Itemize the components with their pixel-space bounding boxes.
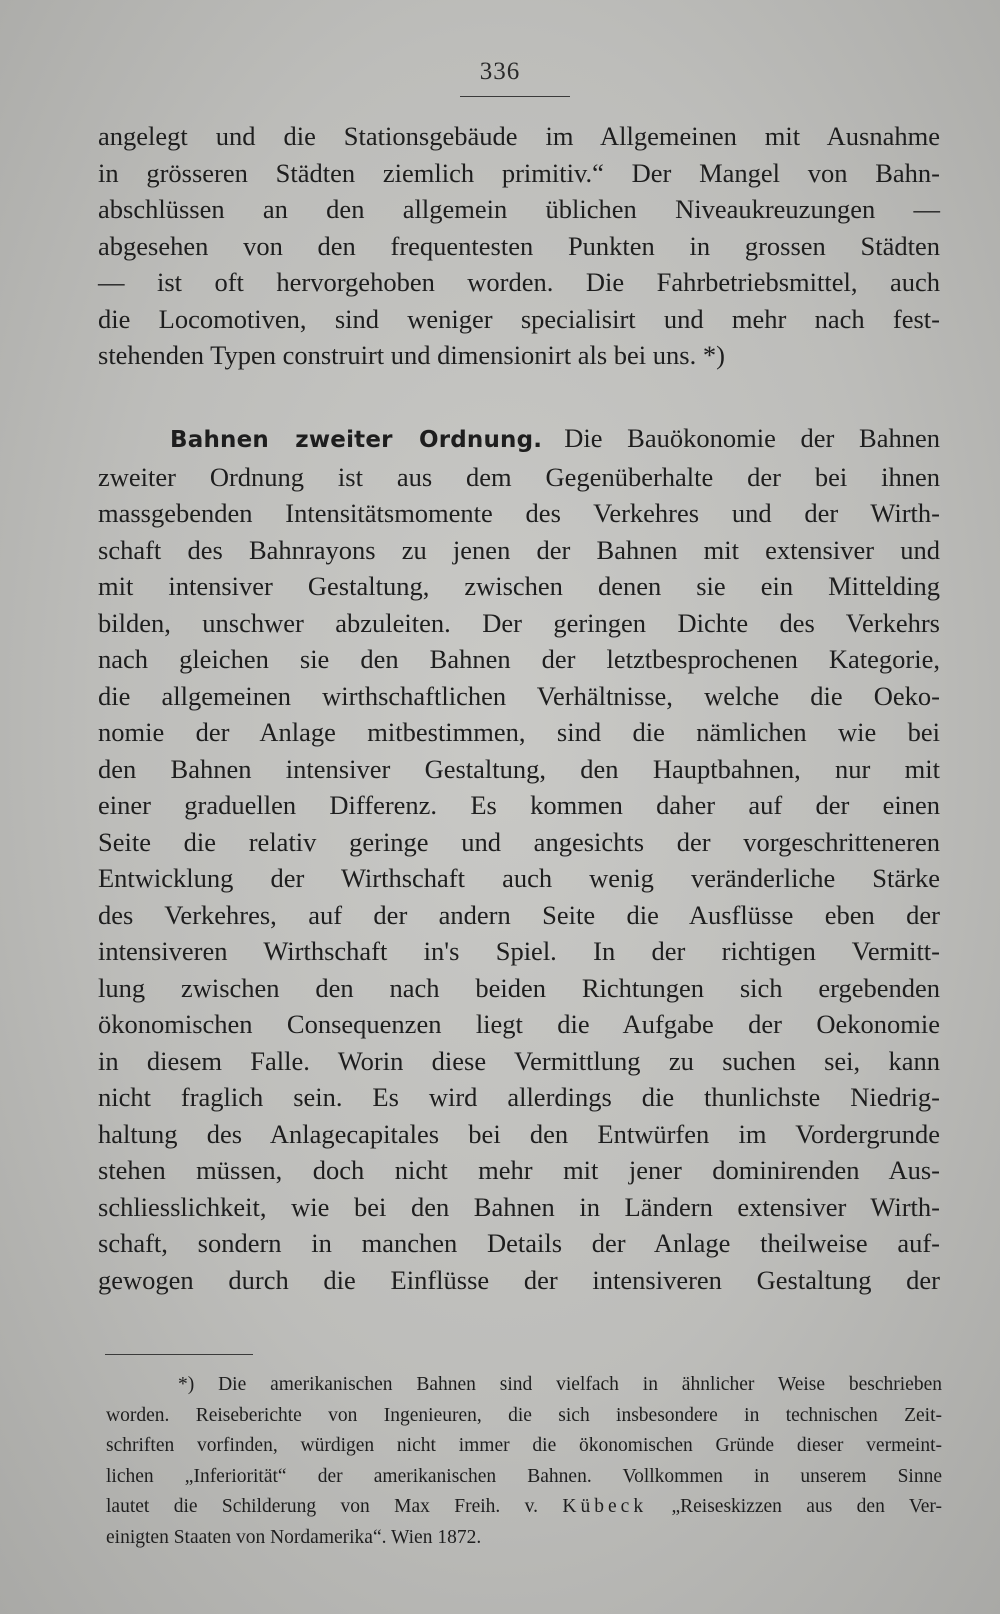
- text-line: Entwicklung der Wirthschaft auch wenig veränderliche Stärke: [98, 863, 940, 893]
- footnote-rule: [105, 1354, 253, 1355]
- text-line: schaft, sondern in manchen Details der Anlage theilweise auf-: [98, 1228, 940, 1258]
- text-line: — ist oft hervorgehoben worden. Die Fahrbetriebsmittel, auch: [98, 267, 940, 297]
- text-line: nicht fraglich sein. Es wird allerdings die thunlichste Niedrig-: [98, 1082, 940, 1112]
- text-line: haltung des Anlagecapitales bei den Entwürfen im Vordergrunde: [98, 1118, 940, 1149]
- footnote-fragment: lautet die Schilderung von Max Freih. v.: [106, 1496, 539, 1517]
- text-line: abschlüssen an den allgemein üblichen Niveaukreuzungen —: [98, 194, 940, 224]
- footnote-author-name: Kübeck: [562, 1496, 648, 1517]
- text-line: schliesslichkeit, wie bei den Bahnen in Ländern extensiver Wirth-: [98, 1191, 940, 1222]
- text-line: schaft des Bahnrayons zu jenen der Bahnen mit extensiver und: [98, 534, 940, 565]
- text-line: des Verkehres, auf der andern Seite die Ausflüsse eben der: [98, 899, 940, 930]
- text-line: den Bahnen intensiver Gestaltung, den Hauptbahnen, nur mit: [98, 753, 940, 784]
- text-line: nomie der Anlage mitbestimmen, sind die nämlichen wie bei: [98, 717, 940, 747]
- text-line: gewogen durch die Einflüsse der intensiveren Gestaltung der: [98, 1264, 940, 1295]
- text-line: bilden, unschwer abzuleiten. Der geringen Dichte des Verkehrs: [98, 607, 940, 638]
- text-line: ökonomischen Consequenzen liegt die Aufgabe der Oekonomie: [98, 1009, 940, 1039]
- text-line: die Locomotiven, sind weniger specialisirt und mehr nach fest-: [98, 303, 940, 334]
- text-line: angelegt und die Stationsgebäude im Allgemeinen mit Ausnahme: [98, 121, 940, 151]
- text-line: die allgemeinen wirthschaftlichen Verhältnisse, welche die Oeko-: [98, 680, 940, 711]
- page-number-rule: [460, 96, 570, 97]
- text-line: lung zwischen den nach beiden Richtungen sich ergebenden: [98, 972, 940, 1003]
- paragraph-2-first-line: [98, 420, 940, 459]
- footnote-line: lichen „Inferiorität“ der amerikanischen Bahnen. Vollkommen in unserem Sinne: [106, 1465, 942, 1487]
- paragraph-1: [98, 118, 940, 374]
- text-line: stehen müssen, doch nicht mehr mit jener dominirenden Aus-: [98, 1155, 940, 1185]
- text-line: mit intensiver Gestaltung, zwischen denen sie ein Mittelding: [98, 571, 940, 601]
- footnote-line: schriften vorfinden, würdigen nicht immer die ökonomischen Gründe dieser vermeint-: [106, 1435, 942, 1456]
- text-line: nach gleichen sie den Bahnen der letztbesprochenen Kategorie,: [98, 644, 940, 674]
- footnote-fragment: „Reiseskizzen aus den Ver-: [671, 1496, 943, 1517]
- text-line: zweiter Ordnung ist aus dem Gegenüberhalte der bei ihnen: [98, 461, 940, 492]
- footnote-line: worden. Reiseberichte von Ingenieuren, die sich insbesondere in technischen Zeit-: [106, 1404, 942, 1426]
- text-line: in grösseren Städten ziemlich primitiv.“ Der Mangel von Bahn-: [98, 157, 940, 188]
- footnote-line: [106, 1492, 942, 1523]
- footnote-line: einigten Staaten von Nordamerika“. Wien 1872.: [106, 1526, 482, 1548]
- footnote-line: *) Die amerikanischen Bahnen sind vielfach in ähnlicher Weise beschrieben: [178, 1374, 942, 1395]
- text-line: intensiveren Wirthschaft in's Spiel. In der richtigen Vermitt-: [98, 936, 940, 966]
- footnote: [106, 1370, 942, 1553]
- text-fragment: Die Bauökonomie der Bahnen: [564, 423, 940, 453]
- text-line: Seite die relativ geringe und angesichts der vorgeschritteneren: [98, 826, 940, 857]
- section-heading: Bahnen zweiter Ordnung.: [170, 427, 543, 453]
- text-line: massgebenden Intensitätsmomente des Verkehres und der Wirth-: [98, 498, 940, 528]
- text-line: einer graduellen Differenz. Es kommen daher auf der einen: [98, 790, 940, 820]
- text-line: stehenden Typen construirt und dimensionirt als bei uns. *): [98, 340, 725, 370]
- text-line: in diesem Falle. Worin diese Vermittlung zu suchen sei, kann: [98, 1045, 940, 1076]
- text-line: abgesehen von den frequentesten Punkten in grossen Städten: [98, 230, 940, 261]
- paragraph-2: [98, 420, 940, 1298]
- page-number: 336: [479, 58, 521, 85]
